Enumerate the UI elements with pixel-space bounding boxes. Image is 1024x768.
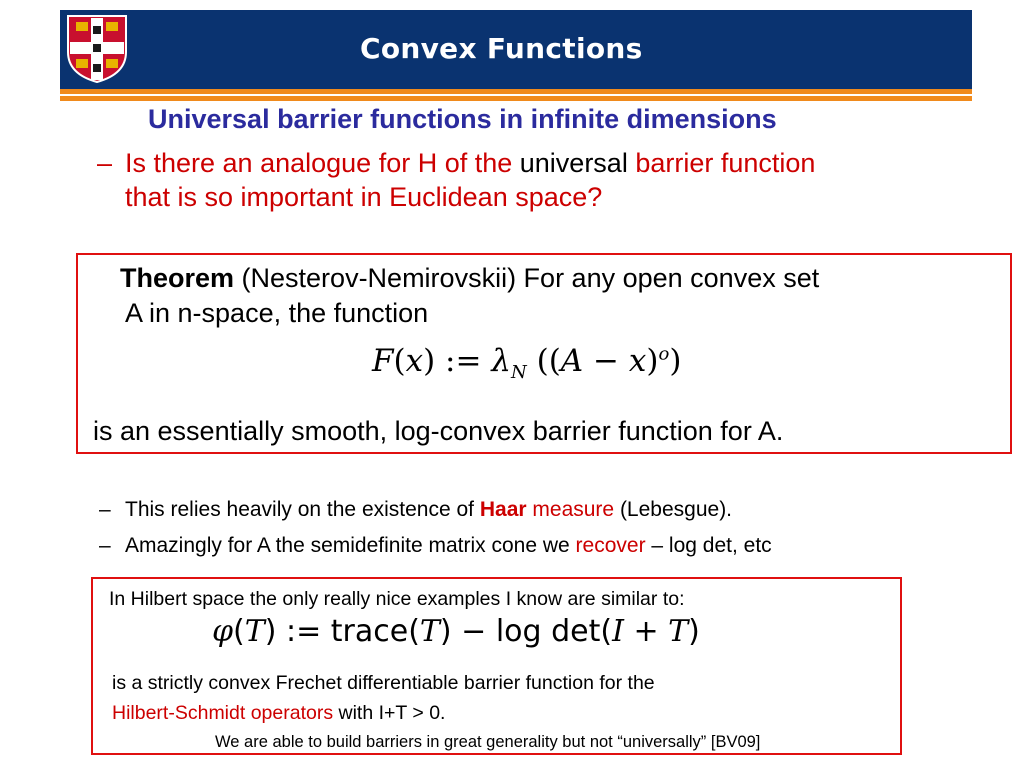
theorem-label: Theorem (120, 263, 235, 293)
list-item (99, 534, 772, 558)
slide-header-title: Convex Functions (360, 32, 643, 65)
header-stripe (60, 96, 972, 101)
question-text-4: that is so important in Euclidean space? (125, 182, 603, 212)
theorem-conclusion: is an essentially smooth, log-convex barrier function for A. (93, 416, 784, 446)
bullet-dash: – (97, 148, 113, 178)
hilbert-schmidt-operators: Hilbert-Schmidt operators (112, 702, 334, 724)
bullet-dash: – (99, 534, 111, 557)
theorem-statement (120, 261, 1020, 331)
hilbert-text-1: is a strictly convex Frechet differentiable barrier function for the (112, 672, 655, 694)
bullet-text: – log det, etc (645, 534, 772, 557)
hilbert-intro: In Hilbert space the only really nice examples I know are similar to: (109, 588, 685, 610)
bullet-measure: measure (526, 498, 615, 521)
slide-subtitle: Universal barrier functions in infinite dimensions (148, 104, 777, 134)
hilbert-formula: φ(T) := trace(T) − log det(I + T) (212, 614, 700, 649)
question-text-1: Is there an analogue for H of the (125, 148, 520, 178)
cambridge-crest-icon (66, 14, 128, 84)
question-universal: universal (519, 148, 628, 178)
hilbert-text-2: with I+T > 0. (333, 702, 446, 724)
bullet-dash: – (99, 498, 111, 521)
list-item (99, 498, 732, 522)
bullet-haar: Haar (479, 498, 527, 521)
question-bullet (97, 146, 1012, 214)
theorem-text-2: A in n-space, the function (125, 298, 429, 328)
bullet-text: This relies heavily on the existence of (125, 498, 480, 521)
bullet-text: Amazingly for A the semidefinite matrix cone we (125, 534, 576, 557)
bullet-text: (Lebesgue). (614, 498, 733, 521)
hilbert-text (112, 668, 655, 728)
theorem-formula: F(x) := $\lambda_N$ $((A - x)^o)$ (372, 343, 682, 384)
bullet-recover: recover (575, 534, 646, 557)
footnote: We are able to build barriers in great generality but not “universally” [BV09] (215, 733, 761, 751)
question-text-3: barrier function (627, 148, 816, 178)
theorem-text-1: (Nesterov-Nemirovskii) For any open convex set (234, 263, 820, 293)
